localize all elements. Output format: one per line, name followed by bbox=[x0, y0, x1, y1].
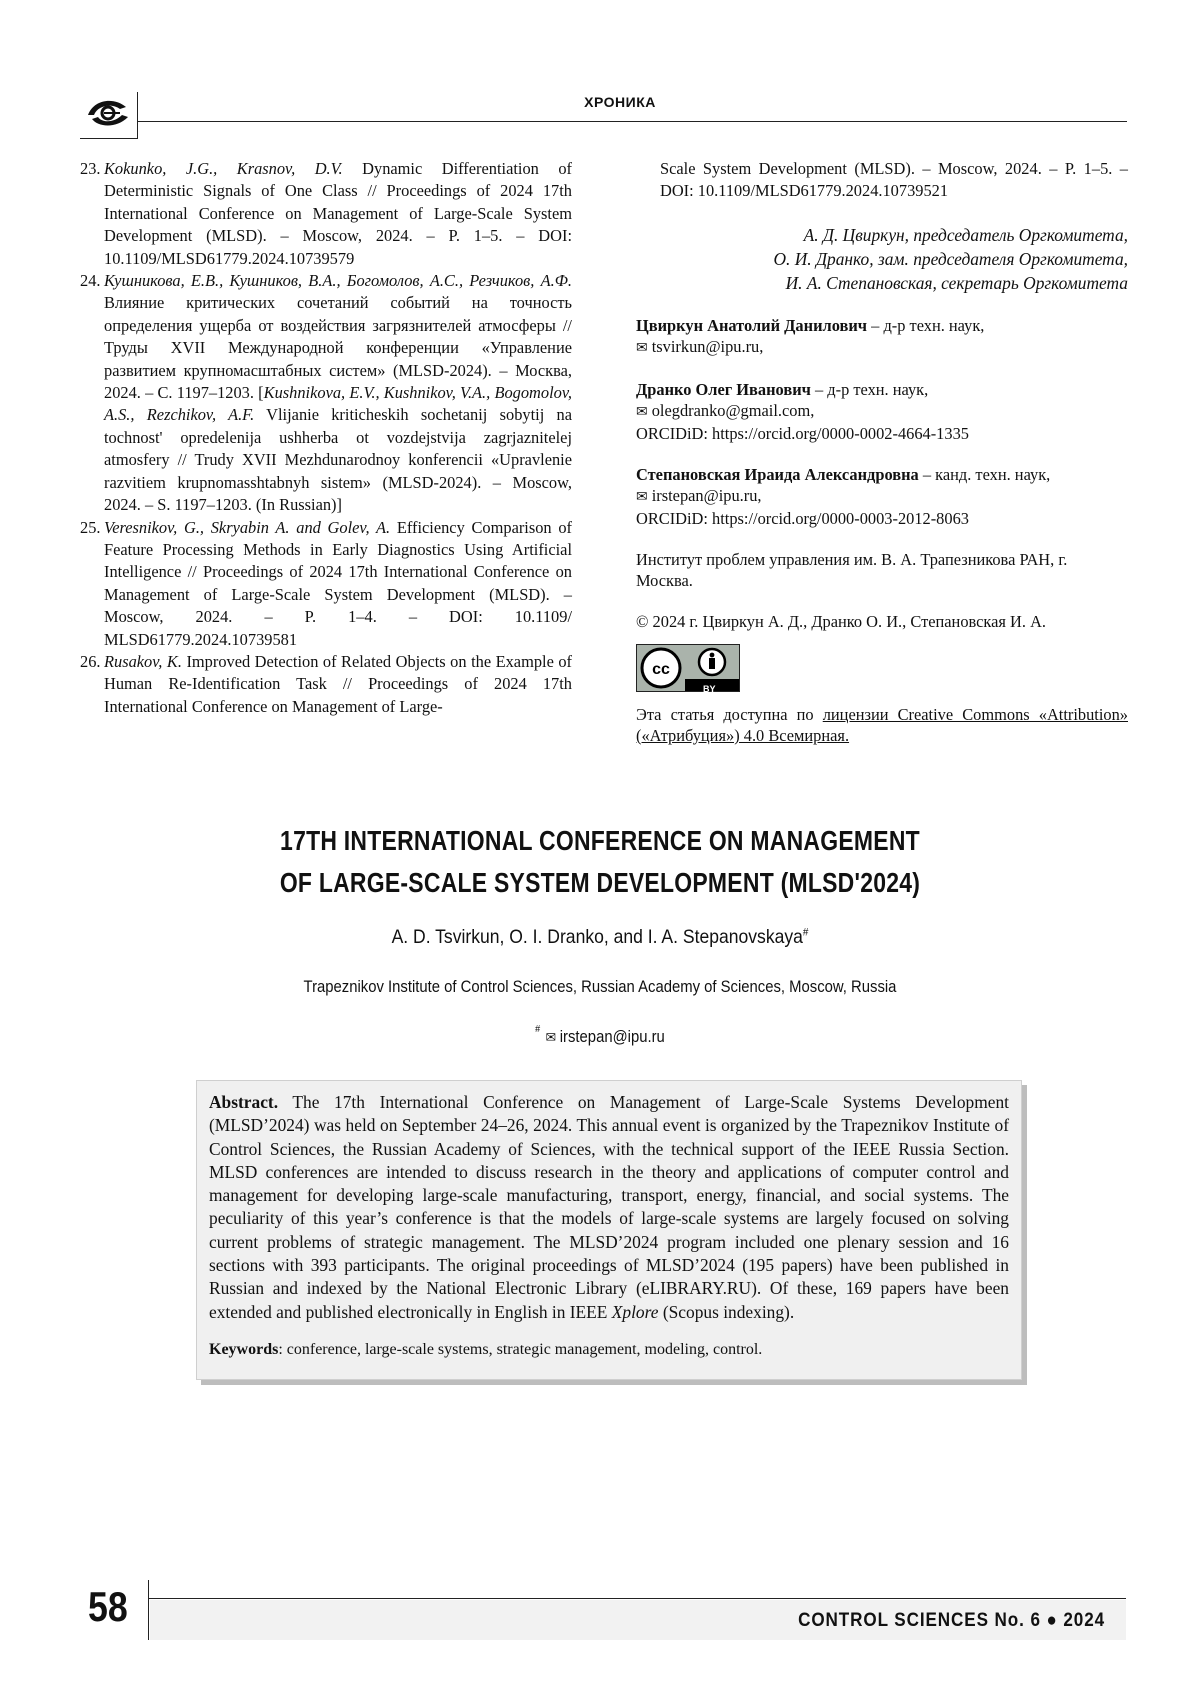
authors-text: A. D. Tsvirkun, O. I. Dranko, and I. A. Stepanovskaya bbox=[391, 926, 803, 948]
keywords bbox=[209, 1338, 1009, 1361]
footer-rule bbox=[148, 1598, 1126, 1599]
reference-authors: Veresnikov, G., Skryabin A. and Golev, A. bbox=[104, 517, 391, 537]
email-mark: # bbox=[535, 1024, 541, 1035]
organizing-committee bbox=[636, 223, 1128, 295]
email-address[interactable]: irstepan@ipu.ru bbox=[559, 1028, 665, 1046]
affiliation: Trapeznikov Institute of Control Sciences, Russian Academy of Sciences, Moscow, Russia bbox=[303, 978, 897, 996]
abstract-box bbox=[196, 1080, 1022, 1380]
reference-26 bbox=[80, 651, 572, 718]
header-rule bbox=[137, 121, 1127, 122]
author-info-tsvirkun bbox=[636, 315, 1128, 359]
author-email[interactable]: tsvirkun@ipu.ru, bbox=[651, 336, 764, 356]
license-prefix: Эта статья доступна по bbox=[636, 704, 823, 724]
reference-text: Влияние критических сочетаний событий на точность определения ущерба от воздействия загрязнителей атмосферы // Труды XVII Международной конференции «Управление развитием крупномасштабных систем» (MLSD-2024). – Москва, 2024. – С. 1197–1203. [ bbox=[104, 293, 572, 403]
reference-23 bbox=[80, 158, 572, 270]
copyright: © 2024 г. Цвиркун А. Д., Дранко О. И., Степановская И. А. bbox=[636, 611, 1047, 631]
author-degree: – д-р техн. наук, bbox=[867, 315, 985, 335]
committee-line: О. И. Дранко, зам. председателя Оргкомитета, bbox=[773, 248, 1128, 269]
reference-number: 24. bbox=[80, 271, 101, 291]
keywords-text: : conference, large-scale systems, strategic management, modeling, control. bbox=[278, 1340, 763, 1358]
reference-list bbox=[80, 158, 572, 718]
title-line: OF LARGE-SCALE SYSTEM DEVELOPMENT (MLSD'2024) bbox=[279, 867, 921, 898]
journal-name: CONTROL SCIENCES No. 6 ● 2024 bbox=[798, 1610, 1105, 1631]
envelope-icon: ✉ bbox=[545, 1030, 557, 1046]
committee-line: И. А. Степановская, секретарь Оргкомитета bbox=[785, 272, 1128, 293]
envelope-icon: ✉ bbox=[636, 488, 648, 505]
institute: Институт проблем управления им. В. А. Трапезникова РАН, г. Москва. bbox=[636, 549, 1068, 590]
cc-by-license-badge[interactable] bbox=[636, 644, 740, 692]
reference-authors-translit: Kushnikova, E.V., Kushnikov, V.A., Bogomolov, A.S., Rezchikov, A.F. bbox=[104, 383, 572, 425]
reference-text: Improved Detection of Related Objects on the Example of Human Re-Identification Task // Proceedings of 2024 17th International Conference on Management of Large- bbox=[104, 651, 573, 716]
right-column bbox=[636, 158, 1128, 746]
envelope-icon: ✉ bbox=[636, 339, 648, 356]
reference-authors: Кушникова, Е.В., Кушников, В.А., Богомолов, А.С., Резчиков, А.Ф. bbox=[104, 271, 572, 291]
abstract-body: The 17th International Conference on Management of Large-Scale Systems Development (MLSD’2024) was held on September 24–26, 2024. This annual event is organized by the Trapeznikov Institute of Control Sciences, the Russian Academy of Sciences, with the technical support of the IEEE Russia Section. MLSD conferences are intended to discuss research in the theory and applications of computer control and management for developing large-scale manufacturing, transport, energy, financial, and social systems. The peculiarity of this year’s conference is that the models of large-scale systems are largely focused on solving current problems of strategic management. The MLSD’2024 program included one plenary session and 16 sections with 393 participants. The original proceedings of MLSD’2024 (195 papers) have been published in Russian and indexed by the National Electronic Library (eLIBRARY.RU). Of these, 169 papers have been extended and published electronically in English in IEEE bbox=[209, 1092, 1009, 1322]
reference-text: Dynamic Differentiation of Deterministic Signals of One Class // Proceedings of 2024 17th International Conference on Management of Large-Scale System Development (MLSD). – Moscow, 2024. – P. 1–5. – DOI: 10.1109/MLSD61779.2024.10739579 bbox=[104, 159, 573, 268]
reference-number: 25. bbox=[80, 517, 101, 537]
journal-logo-icon bbox=[84, 93, 132, 133]
article-title bbox=[190, 820, 1010, 904]
abstract-xplore: Xplore bbox=[611, 1301, 659, 1322]
reference-authors: Rusakov, K. bbox=[104, 651, 182, 671]
author-info-stepanovskaya bbox=[636, 464, 1128, 529]
author-degree: – д-р техн. наук, bbox=[810, 379, 929, 399]
reference-text: Efficiency Comparison of Feature Processing Methods in Early Diagnostics Using Artificial Intelligence // Proceedings of 2024 17th International Conference on Management of Large-Scale System Development (MLSD). – Moscow, 2024. – P. 1–4. – DOI: 10.1109/ MLSD61779.2024.10739581 bbox=[104, 517, 572, 649]
license-notice bbox=[636, 704, 1128, 746]
cc-by-label: BY bbox=[703, 683, 716, 694]
section-title: ХРОНИКА bbox=[584, 94, 656, 110]
corresponding-email bbox=[150, 1024, 1050, 1047]
author-info-dranko bbox=[636, 379, 1128, 444]
license-link[interactable]: лицензии Creative Commons «Attribution» («Атрибуция») 4.0 Всемирная. bbox=[636, 704, 1128, 745]
author-orcid[interactable]: ORCIDiD: https://orcid.org/0000-0002-4664-1335 bbox=[636, 423, 969, 443]
reference-24 bbox=[80, 270, 572, 516]
author-orcid[interactable]: ORCIDiD: https://orcid.org/0000-0003-2012-8063 bbox=[636, 508, 969, 528]
svg-text:cc: cc bbox=[652, 660, 670, 678]
abstract-tail: (Scopus indexing). bbox=[658, 1301, 795, 1322]
reference-25 bbox=[80, 517, 572, 651]
author-email[interactable]: irstepan@ipu.ru, bbox=[651, 485, 762, 505]
author-email[interactable]: olegdranko@gmail.com, bbox=[651, 400, 815, 420]
abstract-text bbox=[209, 1091, 1009, 1324]
reference-text-translit: Vlijanie kriticheskih sochetanij sobytij na tochnost' opredelenija ushherba ot vozdejstvija zagrjaznitelej atmosfery // Trudy XVII Mezhdunarodnoy konferencii «Upravlenie razvitiem krupnomasshtabnyh sistem» (MLSD-2024). – Moscow, 2024. – S. 1197–1203. (In Russian)] bbox=[104, 405, 573, 515]
reference-number: 23. bbox=[80, 159, 101, 178]
title-line: 17TH INTERNATIONAL CONFERENCE ON MANAGEMENT bbox=[280, 825, 920, 856]
page-number: 58 bbox=[88, 1583, 128, 1630]
reference-26-continued: Scale System Development (MLSD). – Moscow, 2024. – P. 1–5. – DOI: 10.1109/MLSD61779.2024.10739521 bbox=[660, 159, 1128, 201]
committee-line: А. Д. Цвиркун, председатель Оргкомитета, bbox=[803, 224, 1128, 245]
header-rule-short bbox=[80, 138, 138, 139]
keywords-label: Keywords bbox=[209, 1340, 279, 1358]
abstract-label: Abstract. bbox=[209, 1092, 279, 1112]
author-name: Степановская Ираида Александровна bbox=[636, 464, 919, 484]
author-mark: # bbox=[802, 926, 809, 939]
author-name: Цвиркун Анатолий Данилович bbox=[636, 315, 868, 335]
envelope-icon: ✉ bbox=[636, 403, 648, 420]
creative-commons-icon bbox=[637, 645, 739, 691]
article-authors bbox=[150, 926, 1050, 949]
header-rule-vertical bbox=[137, 92, 138, 139]
author-name: Дранко Олег Иванович bbox=[636, 379, 811, 399]
author-degree: – канд. техн. наук, bbox=[918, 464, 1051, 484]
reference-authors: Kokunko, J.G., Krasnov, D.V. bbox=[104, 159, 343, 178]
reference-number: 26. bbox=[80, 651, 101, 671]
footer-rule-vertical bbox=[148, 1580, 149, 1640]
